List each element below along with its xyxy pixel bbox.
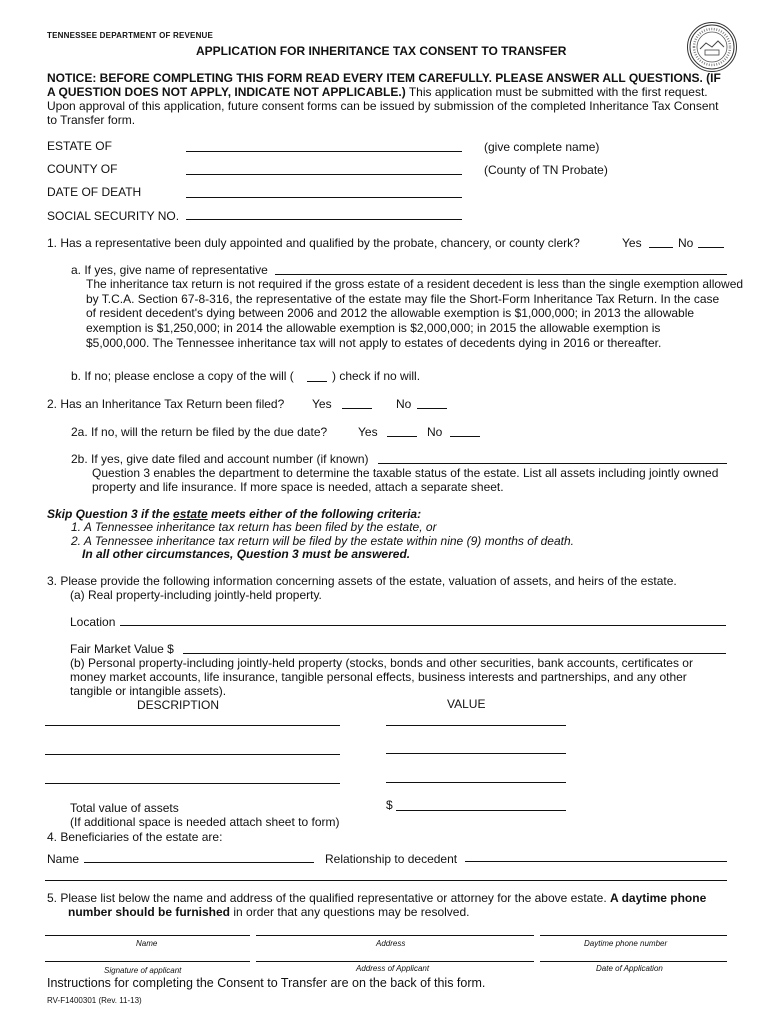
total-dollar-sign: $ [386, 798, 393, 812]
q5-line2-rest: in order that any questions may be resolved. [230, 905, 470, 919]
q2a-yes-label: Yes [358, 425, 378, 439]
date-filed-field[interactable] [378, 463, 727, 464]
description-field-1[interactable] [45, 725, 340, 726]
question-5-line-1 [47, 891, 706, 905]
skip-item-2: 2. A Tennessee inheritance tax return will be filed by the estate within nine (9) months of death. [71, 534, 574, 548]
date-of-death-label: DATE OF DEATH [47, 185, 142, 199]
q2-yes-label: Yes [312, 397, 332, 411]
q2a-no-label: No [427, 425, 443, 439]
address-caption: Address [376, 939, 406, 948]
q2a-no-field[interactable] [450, 436, 480, 437]
q2b-info-1: Question 3 enables the department to determine the taxable status of the estate. List all assets including jointly owned [92, 466, 719, 480]
skip-post: meets either of the following criteria: [207, 507, 422, 521]
form-title: APPLICATION FOR INHERITANCE TAX CONSENT TO TRANSFER [196, 44, 567, 58]
q1b-label-suffix: ) check if no will. [332, 369, 421, 383]
relationship-field[interactable] [465, 861, 727, 862]
question-2b: 2b. If yes, give date filed and account number (if known) [71, 452, 369, 466]
fmv-label: Fair Market Value $ [70, 642, 174, 656]
q2-no-field[interactable] [417, 408, 447, 409]
daytime-phone-input[interactable] [540, 935, 727, 936]
q2b-info-2: property and life insurance. If more space is needed, attach a separate sheet. [92, 480, 504, 494]
q1a-info-4: exemption is $1,250,000; in 2014 the allowable exemption is $2,000,000; in 2015 the allowable exemption is [86, 321, 661, 335]
value-field-1[interactable] [386, 725, 566, 726]
q1a-info-2: by T.C.A. Section 67-8-316, the representative of the estate may file the Short-Form Inheritance Tax Return. In the case [86, 292, 720, 306]
skip-heading [47, 507, 421, 521]
value-header: VALUE [447, 697, 486, 711]
no-will-checkbox[interactable] [307, 381, 327, 382]
phone-caption: Daytime phone number [584, 939, 668, 948]
ssn-field[interactable] [186, 219, 462, 220]
applicant-address-input[interactable] [256, 961, 534, 962]
state-seal-icon [687, 22, 737, 72]
instructions-note: Instructions for completing the Consent to Transfer are on the back of this form. [47, 976, 486, 990]
description-field-2[interactable] [45, 754, 340, 755]
representative-address-input[interactable] [256, 935, 534, 936]
question-2: 2. Has an Inheritance Tax Return been filed? [47, 397, 285, 411]
question-2a: 2a. If no, will the return be filed by the due date? [71, 425, 328, 439]
q1-no-field[interactable] [698, 247, 724, 248]
notice-bold: A QUESTION DOES NOT APPLY, INDICATE NOT APPLICABLE.) [47, 85, 406, 99]
applicant-address-caption: Address of Applicant [356, 964, 430, 973]
q3b-line-2: money market accounts, life insurance, tangible personal effects, business interests and partnerships, and any other [70, 670, 687, 684]
value-field-3[interactable] [386, 782, 566, 783]
estate-of-hint: (give complete name) [484, 140, 600, 154]
ssn-label: SOCIAL SECURITY NO. [47, 209, 180, 223]
application-date-input[interactable] [540, 961, 727, 962]
q3a-text: (a) Real property-including jointly-held property. [70, 588, 322, 602]
county-of-hint: (County of TN Probate) [484, 163, 608, 177]
section-divider [45, 880, 727, 881]
beneficiary-name-label: Name [47, 852, 80, 866]
q1-no-label: No [678, 236, 694, 250]
relationship-label: Relationship to decedent [325, 852, 458, 866]
question-4: 4. Beneficiaries of the estate are: [47, 830, 223, 844]
beneficiary-name-field[interactable] [84, 862, 314, 863]
total-note: (If additional space is needed attach sheet to form) [70, 815, 340, 829]
estate-of-label: ESTATE OF [47, 139, 112, 153]
question-1: 1. Has a representative been duly appointed and qualified by the probate, chancery, or county clerk? [47, 236, 580, 250]
notice-line-3: Upon approval of this application, future consent forms can be issued by submission of the completed Inheritance Tax Consent [47, 99, 719, 113]
q1b-label-prefix: b. If no; please enclose a copy of the will ( [71, 369, 294, 383]
question-3: 3. Please provide the following information concerning assets of the estate, valuation of assets, and heirs of the estate. [47, 574, 677, 588]
representative-name-input[interactable] [45, 935, 250, 936]
location-label: Location [70, 615, 116, 629]
description-header: DESCRIPTION [137, 698, 220, 712]
agency-name: TENNESSEE DEPARTMENT OF REVENUE [47, 31, 214, 40]
skip-pre: Skip Question 3 if the [47, 507, 174, 521]
q2a-yes-field[interactable] [387, 436, 417, 437]
notice-line-2 [47, 85, 708, 99]
q2-yes-field[interactable] [342, 408, 372, 409]
notice-rest: This application must be submitted with the first request. [405, 85, 708, 99]
q5-text: 5. Please list below the name and address of the qualified representative or attorney for the above estate. [47, 891, 611, 905]
description-field-3[interactable] [45, 783, 340, 784]
total-value-field[interactable] [396, 810, 566, 811]
value-field-2[interactable] [386, 753, 566, 754]
name-caption: Name [136, 939, 158, 948]
fmv-field[interactable] [183, 653, 726, 654]
q1a-info-5: $5,000,000. The Tennessee inheritance tax will not apply to estates of decedents dying in 2016 or thereafter. [86, 336, 662, 350]
q1a-label: a. If yes, give name of representative [71, 263, 268, 277]
skip-item-1: 1. A Tennessee inheritance tax return has been filed by the estate, or [71, 520, 437, 534]
estate-of-field[interactable] [186, 151, 462, 152]
notice-line-4: to Transfer form. [47, 113, 136, 127]
location-field[interactable] [120, 625, 726, 626]
q3b-line-1: (b) Personal property-including jointly-held property (stocks, bonds and other securities, bank accounts, certificates or [70, 656, 693, 670]
q1-yes-label: Yes [622, 236, 642, 250]
total-label: Total value of assets [70, 801, 179, 815]
date-caption: Date of Application [596, 964, 663, 973]
q1a-info-3: of resident decedent's dying between 2006 and 2012 the allowable exemption is $1,000,000; in 2013 the allowable [86, 306, 695, 320]
question-5-line-2 [68, 905, 469, 919]
skip-word: estate [173, 507, 208, 521]
q1-yes-field[interactable] [649, 247, 673, 248]
q3b-line-3: tangible or intangible assets). [70, 684, 227, 698]
representative-name-field[interactable] [275, 274, 727, 275]
date-of-death-field[interactable] [186, 197, 462, 198]
skip-closing: In all other circumstances, Question 3 must be answered. [82, 547, 411, 561]
county-of-field[interactable] [186, 174, 462, 175]
notice-line-1: NOTICE: BEFORE COMPLETING THIS FORM READ EVERY ITEM CAREFULLY. PLEASE ANSWER ALL QUESTIONS. (IF [47, 71, 721, 85]
q1a-info-1: The inheritance tax return is not required if the gross estate of a resident decedent is less than the single exemption allowed [86, 277, 744, 291]
form-number: RV-F1400301 (Rev. 11-13) [47, 996, 142, 1005]
q5-line2-bold: number should be furnished [68, 905, 231, 919]
q5-text-bold: A daytime phone [610, 891, 707, 905]
q2-no-label: No [396, 397, 412, 411]
signature-caption: Signature of applicant [104, 966, 182, 975]
signature-input[interactable] [45, 961, 250, 962]
county-of-label: COUNTY OF [47, 162, 118, 176]
